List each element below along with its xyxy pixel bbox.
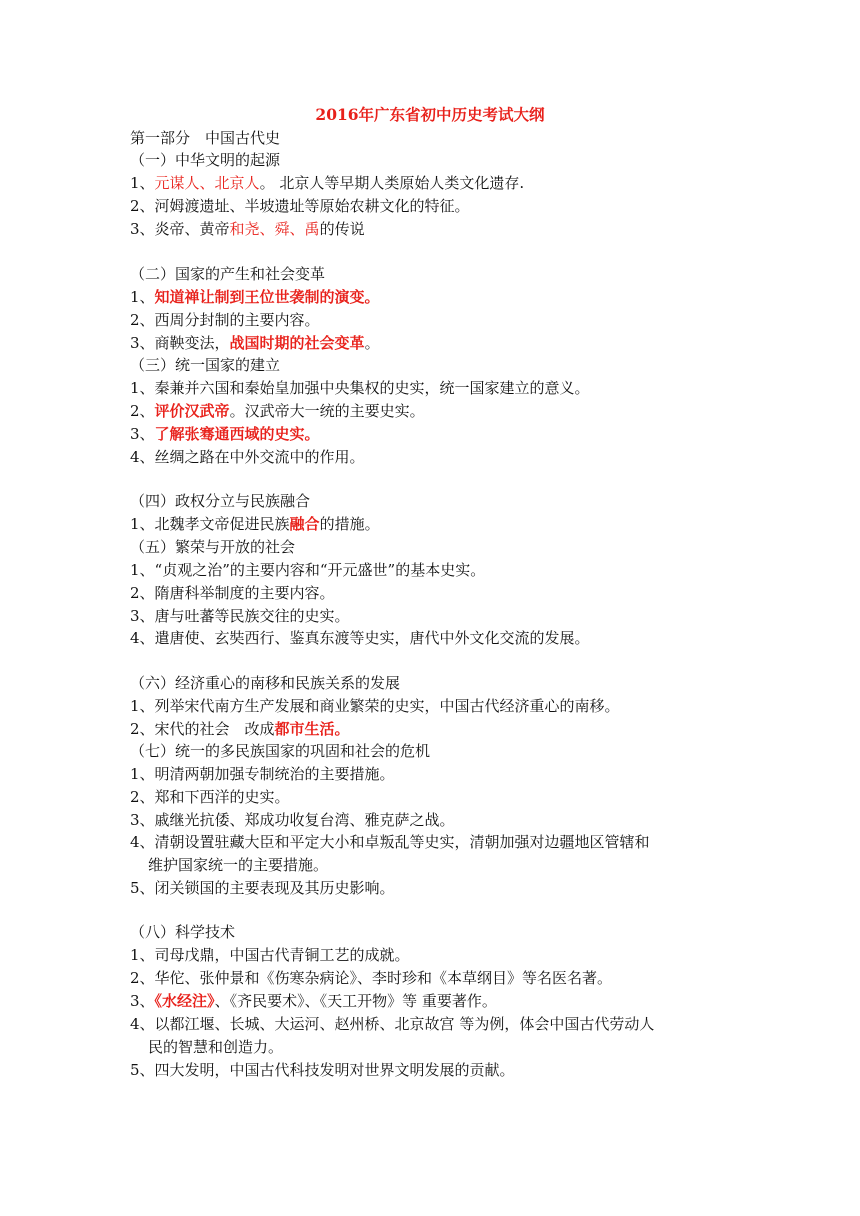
outline-item [130,718,350,740]
outline-item [130,786,290,808]
text-run: 3、炎帝、黄帝 [130,220,230,238]
text-run: 1、 [130,174,155,192]
outline-item [130,1059,515,1081]
text-run: 。 [364,334,380,352]
text-run: 5、四大发明，中国古代科技发明对世界文明发展的贡献。 [130,1061,515,1079]
section-heading: （四）政权分立与民族融合 [130,492,311,510]
outline-item [130,218,365,240]
text-run: 4、清朝设置驻藏大臣和平定大小和卓叛乱等史实，清朝加强对边疆地区管辖和 [130,833,650,851]
text-run: 2、郑和下西洋的史实。 [130,788,290,806]
outline-item [130,513,380,535]
text-run: 2、宋代的社会 改成 [130,720,275,738]
outline-item [130,627,590,649]
text-run: 2、河姆渡遗址、半坡遗址等原始农耕文化的特征。 [130,197,470,215]
highlighted-text: 了解张骞通西域的史实。 [154,425,320,443]
text-run: 2、西周分封制的主要内容。 [130,311,320,329]
outline-item [130,831,650,853]
section-heading: （五）繁荣与开放的社会 [130,538,296,556]
text-run: 的措施。 [319,515,380,533]
text-run: 1、“贞观之治”的主要内容和“开元盛世”的基本史实。 [130,561,486,579]
text-run: 的传说 [319,220,365,238]
text-run: 3、 [130,992,155,1010]
highlighted-text: 融合 [289,515,320,533]
outline-item [130,967,612,989]
text-run: 5、闭关锁国的主要表现及其历史影响。 [130,879,395,897]
highlighted-text: 知道禅让制到王位世袭制的演变。 [154,288,380,306]
text-run: 3、商鞅变法， [130,334,230,352]
highlighted-text: 都市生活。 [274,720,350,738]
outline-item [130,400,425,422]
outline-item [130,944,410,966]
outline-item [130,423,320,445]
outline-item [130,809,455,831]
highlighted-text: 元谋人、北京人 [154,174,260,192]
outline-item-continuation [148,1036,283,1058]
outline-item [130,446,365,468]
text-run: 4、遣唐使、玄奘西行、鉴真东渡等史实，唐代中外文化交流的发展。 [130,629,590,647]
highlighted-text: 《水经注》 [154,992,215,1010]
text-run: 。 北京人等早期人类原始人类文化遗存. [259,174,525,192]
outline-item [130,332,380,354]
part-heading: 第一部分 中国古代史 [130,129,281,147]
section-heading: （三）统一国家的建立 [130,356,281,374]
section-heading: （六）经济重心的南移和民族关系的发展 [130,674,401,692]
outline-item [130,695,620,717]
text-run: 2、华佗、张仲景和《伤寒杂病论》、李时珍和《本草纲目》等名医名著。 [130,969,613,987]
section-heading: （二）国家的产生和社会变革 [130,265,326,283]
outline-item [130,877,395,899]
text-run: 3、戚继光抗倭、郑成功收复台湾、雅克萨之战。 [130,811,455,829]
text-run: 4、丝绸之路在中外交流中的作用。 [130,448,365,466]
text-run: 1、列举宋代南方生产发展和商业繁荣的史实，中国古代经济重心的南移。 [130,697,620,715]
text-run: 、《齐民要术》、《天工开物》等 重要著作。 [214,992,497,1010]
text-run: 1、司母戊鼎，中国古代青铜工艺的成就。 [130,946,410,964]
highlighted-text: 战国时期的社会变革 [229,334,365,352]
outline-item [130,990,497,1012]
section-heading: （一）中华文明的起源 [130,151,281,169]
text-run: 1、 [130,288,155,306]
text-run: 2、隋唐科举制度的主要内容。 [130,584,335,602]
outline-item [130,286,380,308]
section-heading: （八）科学技术 [130,923,236,941]
outline-item [130,309,320,331]
text-run: 1、明清两朝加强专制统治的主要措施。 [130,765,395,783]
text-run: 民的智慧和创造力。 [148,1038,284,1056]
outline-item [130,377,590,399]
outline-item [130,1013,654,1035]
text-run: 。汉武帝大一统的主要史实。 [229,402,425,420]
outline-item [130,763,395,785]
outline-item [130,605,350,627]
text-run: 1、秦兼并六国和秦始皇加强中央集权的史实，统一国家建立的意义。 [130,379,590,397]
outline-item [130,559,485,581]
text-run: 1、北魏孝文帝促进民族 [130,515,290,533]
text-run: 维护国家统一的主要措施。 [148,856,329,874]
highlighted-text: 和尧、舜、禹 [229,220,320,238]
text-run: 2、 [130,402,155,420]
outline-item [130,582,335,604]
document-title: 2016年广东省初中历史考试大纲 [315,105,545,124]
section-heading: （七）统一的多民族国家的巩固和社会的危机 [130,742,431,760]
outline-item-continuation [148,854,328,876]
text-run: 4、以都江堰、长城、大运河、赵州桥、北京故宫 等为例，体会中国古代劳动人 [130,1015,655,1033]
highlighted-text: 评价汉武帝 [154,402,230,420]
outline-item [130,195,470,217]
text-run: 3、唐与吐蕃等民族交往的史实。 [130,607,350,625]
text-run: 3、 [130,425,155,443]
outline-item [130,172,524,194]
